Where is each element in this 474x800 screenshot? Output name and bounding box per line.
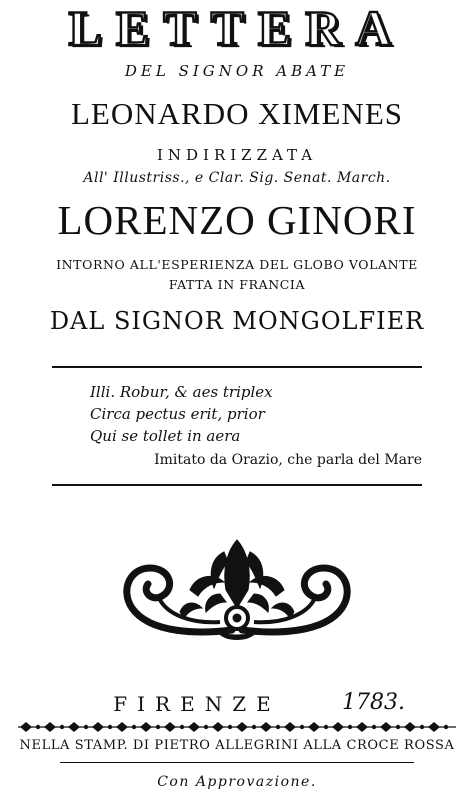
topic-line-2: FATTA IN FRANCIA bbox=[168, 277, 306, 292]
epigraph-credit: Imitato da Orazio, che parla del Mare bbox=[154, 452, 422, 468]
divider-rule bbox=[52, 366, 422, 368]
epigraph-line: Circa pectus erit, prior bbox=[90, 405, 265, 423]
scroll-ornament-icon bbox=[120, 538, 354, 648]
epigraph-line: Illi. Robur, & aes triplex bbox=[90, 383, 273, 401]
epigraph-line: Qui se tollet in aera bbox=[90, 427, 241, 445]
subtitle: DEL SIGNOR ABATE bbox=[124, 62, 350, 80]
author-name: LEONARDO XIMENES bbox=[70, 96, 403, 131]
divider-rule bbox=[60, 762, 414, 763]
fleuron-border-icon bbox=[14, 720, 460, 734]
imprint-city: FIRENZE bbox=[113, 692, 281, 716]
divider-rule bbox=[52, 484, 422, 486]
recipient-name: LORENZO GINORI bbox=[57, 197, 417, 243]
approval-note: Con Approvazione. bbox=[157, 774, 317, 790]
imprint-year: 1783. bbox=[342, 690, 405, 715]
title: LETTERA bbox=[68, 0, 406, 56]
topic-line-3: DAL SIGNOR MONGOLFIER bbox=[49, 307, 425, 335]
topic-line-1: INTORNO ALL'ESPERIENZA DEL GLOBO VOLANTE bbox=[56, 257, 418, 272]
addressed-label: INDIRIZZATA bbox=[156, 146, 318, 164]
honorific: All' Illustriss., e Clar. Sig. Senat. March. bbox=[83, 170, 391, 186]
printer-line: NELLA STAMP. DI PIETRO ALLEGRINI ALLA CROCE ROSSA bbox=[19, 738, 455, 753]
